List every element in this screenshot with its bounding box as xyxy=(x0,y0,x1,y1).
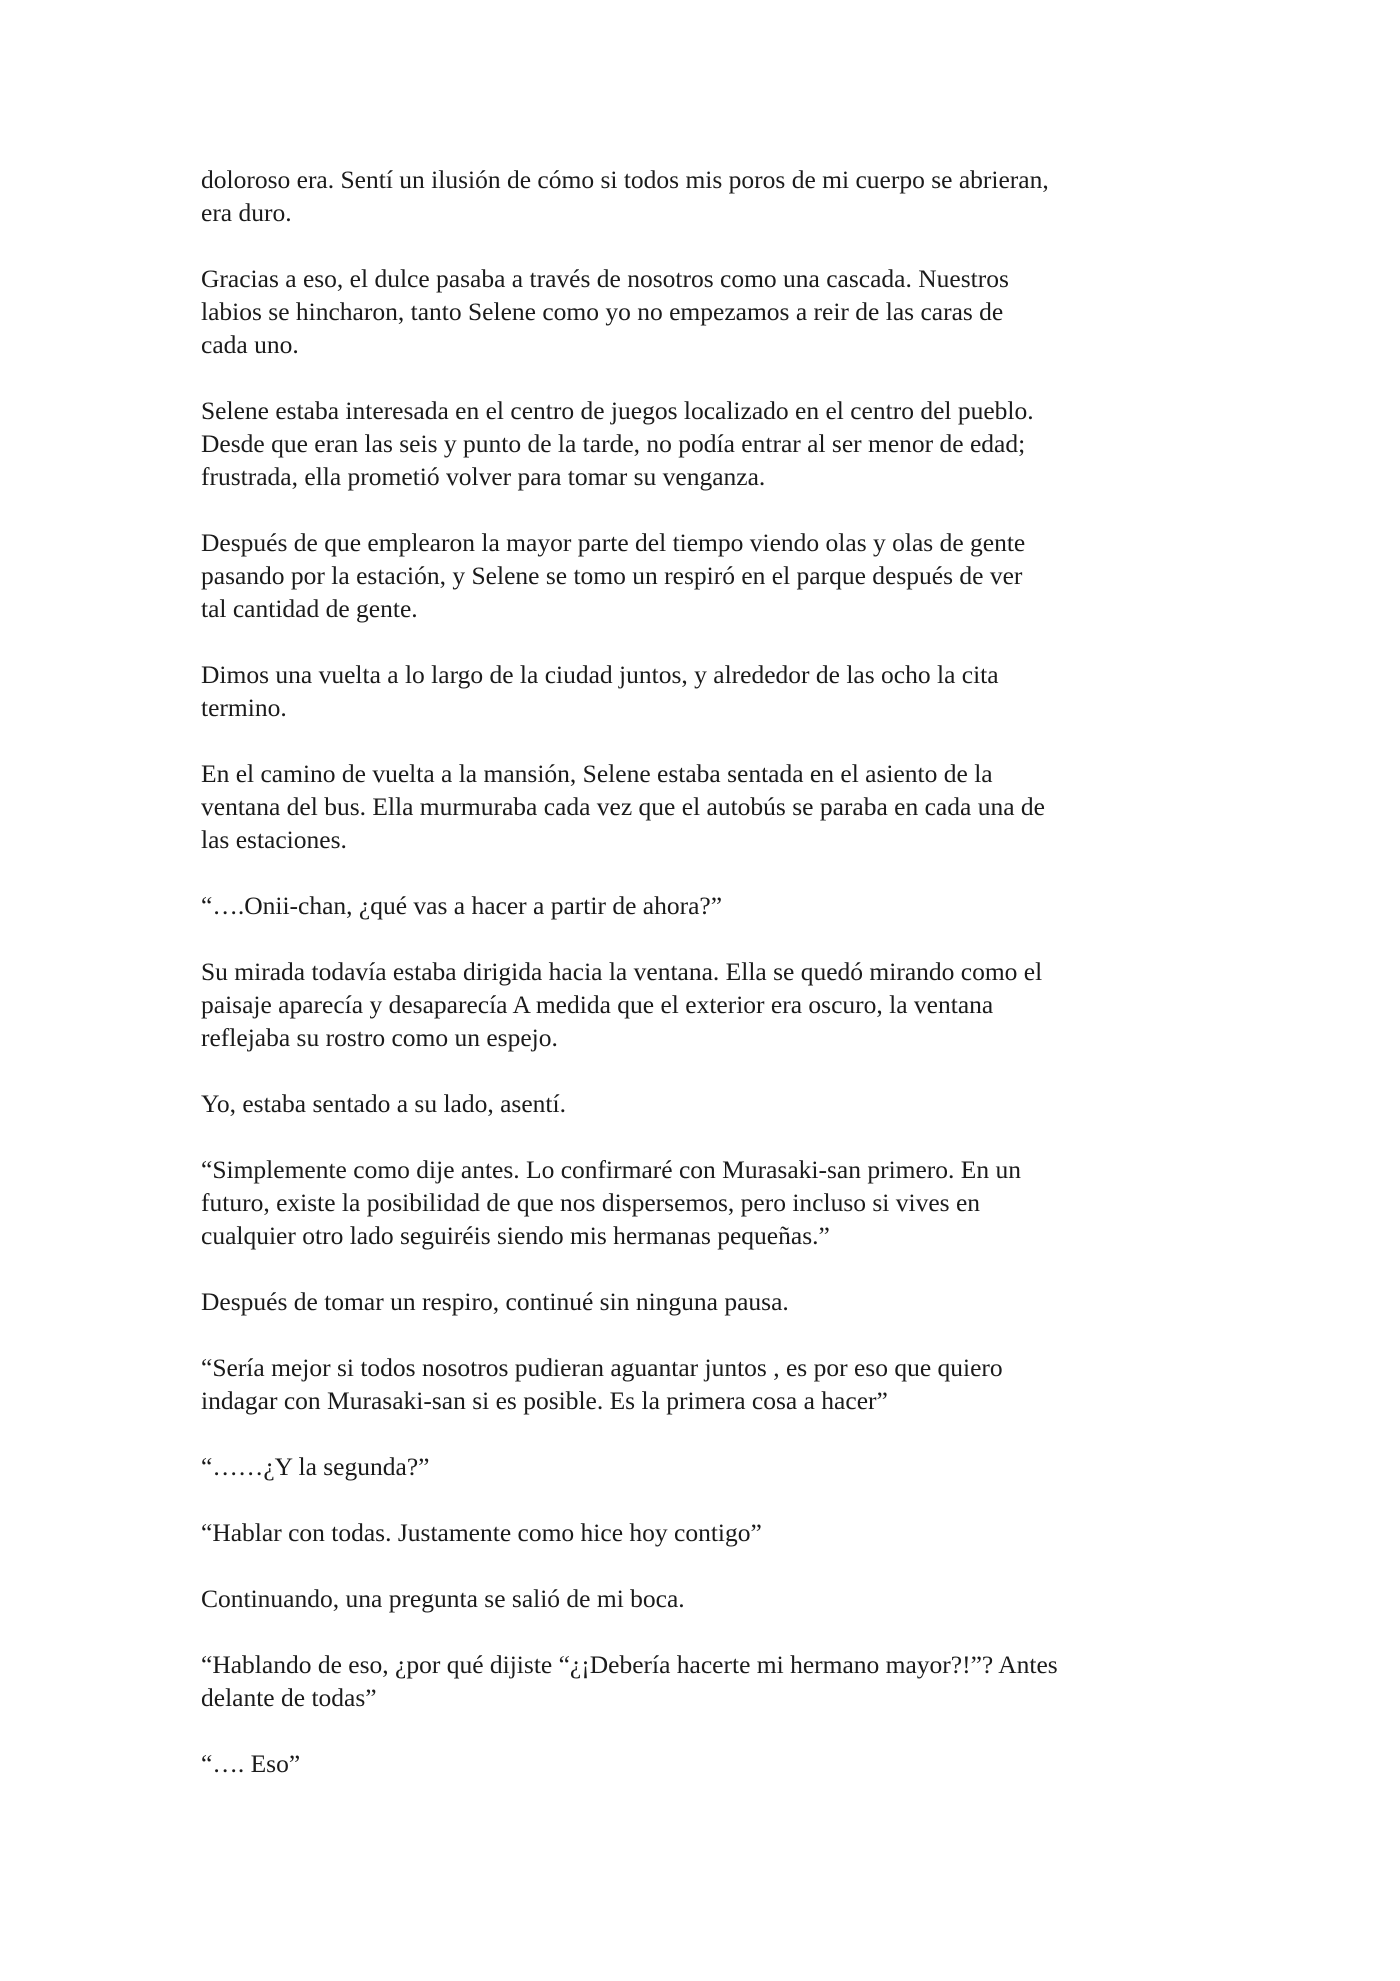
paragraph: En el camino de vuelta a la mansión, Selene estaba sentada en el asiento de la ventana del bus. Ella murmuraba cada vez que el autobús se paraba en cada una de las estaciones. xyxy=(201,759,1045,854)
paragraph: Gracias a eso, el dulce pasaba a través de nosotros como una cascada. Nuestros labios se hincharon, tanto Selene como yo no empezamos a reir de las caras de cada uno. xyxy=(201,264,1009,359)
dialogue-line: “Hablando de eso, ¿por qué dijiste “¿¡Debería hacerte mi hermano mayor?!”? Antes delante de todas” xyxy=(201,1650,1058,1712)
paragraph: Yo, estaba sentado a su lado, asentí. xyxy=(201,1089,566,1118)
paragraph: Dimos una vuelta a lo largo de la ciudad juntos, y alrededor de las ocho la cita termino. xyxy=(201,660,999,722)
paragraph: doloroso era. Sentí un ilusión de cómo si todos mis poros de mi cuerpo se abrieran, era duro. xyxy=(201,165,1049,227)
paragraph: Después de que emplearon la mayor parte del tiempo viendo olas y olas de gente pasando por la estación, y Selene se tomo un respiró en el parque después de ver tal cantidad de gente. xyxy=(201,528,1026,623)
paragraph: Selene estaba interesada en el centro de juegos localizado en el centro del pueblo. Desde que eran las seis y punto de la tarde, no podía entrar al ser menor de edad; frustrada, ella prometió volver para tomar su venganza. xyxy=(201,396,1034,491)
dialogue-line: “….Onii-chan, ¿qué vas a hacer a partir de ahora?” xyxy=(201,891,723,920)
paragraph: Después de tomar un respiro, continué sin ninguna pausa. xyxy=(201,1287,789,1316)
dialogue-line: “……¿Y la segunda?” xyxy=(201,1452,430,1481)
body-text xyxy=(201,163,1211,1813)
dialogue-line: “Simplemente como dije antes. Lo confirmaré con Murasaki-san primero. En un futuro, existe la posibilidad de que nos dispersemos, pero incluso si vives en cualquier otro lado seguiréis siendo mis hermanas pequeñas.” xyxy=(201,1155,1021,1250)
paragraph: Continuando, una pregunta se salió de mi boca. xyxy=(201,1584,685,1613)
dialogue-line: “Hablar con todas. Justamente como hice hoy contigo” xyxy=(201,1518,762,1547)
paragraph: Su mirada todavía estaba dirigida hacia la ventana. Ella se quedó mirando como el paisaje aparecía y desaparecía A medida que el exterior era oscuro, la ventana reflejaba su rostro como un espejo. xyxy=(201,957,1043,1052)
dialogue-line: “Sería mejor si todos nosotros pudieran aguantar juntos , es por eso que quiero indagar con Murasaki-san si es posible. Es la primera cosa a hacer” xyxy=(201,1353,1003,1415)
dialogue-line: “…. Eso” xyxy=(201,1749,301,1778)
